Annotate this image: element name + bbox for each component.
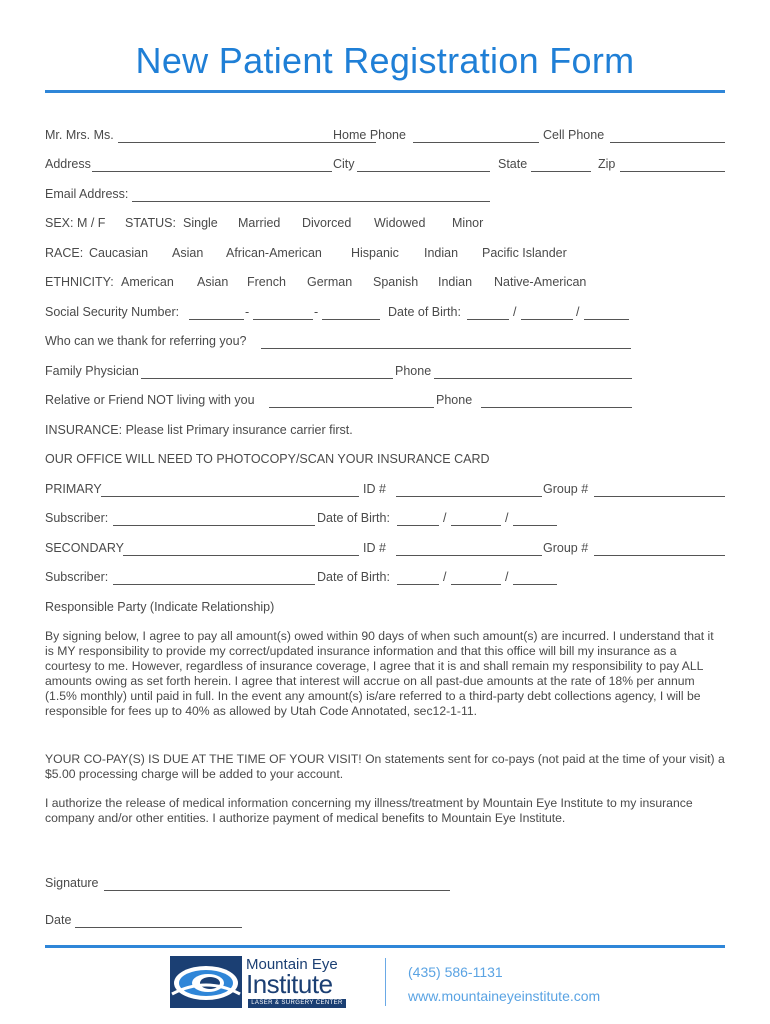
secondary-subscriber-label: Subscriber: bbox=[45, 570, 109, 584]
cell-phone-label: Cell Phone bbox=[543, 128, 605, 142]
date-field[interactable] bbox=[75, 927, 242, 928]
race-option-african-american[interactable]: African-American bbox=[226, 246, 322, 260]
relative-field[interactable] bbox=[269, 407, 434, 408]
physician-phone-field[interactable] bbox=[434, 378, 632, 379]
relative-phone-label: Phone bbox=[436, 393, 473, 407]
dob-label: Date of Birth: bbox=[388, 305, 461, 319]
primary-dob-month-field[interactable] bbox=[397, 525, 439, 526]
logo-tagline: LASER & SURGERY CENTER bbox=[248, 999, 346, 1008]
insurance-note: INSURANCE: Please list Primary insurance carrier first. bbox=[45, 423, 353, 437]
race-option-caucasian[interactable]: Caucasian bbox=[89, 246, 149, 260]
ssn-part3-field[interactable] bbox=[322, 319, 380, 320]
footer-vertical-divider bbox=[385, 958, 386, 1006]
dob-separator: / bbox=[443, 570, 447, 584]
relative-label: Relative or Friend NOT living with you bbox=[45, 393, 255, 407]
primary-dob-year-field[interactable] bbox=[513, 525, 557, 526]
primary-id-label: ID # bbox=[363, 482, 386, 496]
primary-label: PRIMARY bbox=[45, 482, 102, 496]
primary-group-field[interactable] bbox=[594, 496, 725, 497]
state-field[interactable] bbox=[531, 171, 591, 172]
primary-subscriber-dob-label: Date of Birth: bbox=[317, 511, 390, 525]
dob-separator: / bbox=[576, 305, 580, 319]
insurance-card-note: OUR OFFICE WILL NEED TO PHOTOCOPY/SCAN YOUR INSURANCE CARD bbox=[45, 452, 490, 466]
authorization-paragraph: I authorize the release of medical information concerning my illness/treatment by Mountain Eye Institute to my insurance company and/or other entities. I authorize payment of medical benefits to Mountain Eye Institute. bbox=[45, 796, 693, 825]
secondary-dob-day-field[interactable] bbox=[451, 584, 501, 585]
family-physician-label: Family Physician bbox=[45, 364, 139, 378]
cell-phone-field[interactable] bbox=[610, 142, 725, 143]
secondary-label: SECONDARY bbox=[45, 541, 124, 555]
ethnicity-option-german[interactable]: German bbox=[307, 275, 353, 289]
race-option-indian[interactable]: Indian bbox=[424, 246, 459, 260]
logo-line1: Mountain Eye bbox=[246, 956, 338, 973]
ssn-separator: - bbox=[314, 305, 319, 319]
relative-phone-field[interactable] bbox=[481, 407, 632, 408]
email-field[interactable] bbox=[132, 201, 490, 202]
name-label: Mr. Mrs. Ms. bbox=[45, 128, 114, 142]
mountain-eye-logo bbox=[170, 956, 348, 1010]
page-title: New Patient Registration Form bbox=[135, 40, 635, 81]
primary-group-label: Group # bbox=[543, 482, 589, 496]
dob-separator: / bbox=[505, 570, 509, 584]
primary-dob-day-field[interactable] bbox=[451, 525, 501, 526]
ethnicity-label: ETHNICITY: bbox=[45, 275, 114, 289]
secondary-id-label: ID # bbox=[363, 541, 386, 555]
primary-subscriber-label: Subscriber: bbox=[45, 511, 109, 525]
secondary-group-field[interactable] bbox=[594, 555, 725, 556]
footer-divider-line bbox=[45, 945, 725, 948]
home-phone-label: Home Phone bbox=[333, 128, 406, 142]
ssn-label: Social Security Number: bbox=[45, 305, 180, 319]
signature-label: Signature bbox=[45, 876, 99, 890]
ssn-separator: - bbox=[245, 305, 250, 319]
sex-option[interactable]: SEX: M / F bbox=[45, 216, 106, 230]
eye-logo-icon bbox=[170, 956, 242, 1008]
dob-month-field[interactable] bbox=[467, 319, 509, 320]
race-label: RACE: bbox=[45, 246, 84, 260]
logo-line2: Institute bbox=[246, 969, 333, 999]
ethnicity-option-french[interactable]: French bbox=[247, 275, 286, 289]
header-divider bbox=[45, 90, 725, 93]
secondary-subscriber-field[interactable] bbox=[113, 584, 315, 585]
city-label: City bbox=[333, 157, 355, 171]
status-label: STATUS: bbox=[125, 216, 176, 230]
primary-subscriber-field[interactable] bbox=[113, 525, 315, 526]
secondary-dob-year-field[interactable] bbox=[513, 584, 557, 585]
address-label: Address bbox=[45, 157, 91, 171]
footer-website-link[interactable]: www.mountaineyeinstitute.com bbox=[408, 988, 601, 1004]
status-option-minor[interactable]: Minor bbox=[452, 216, 484, 230]
ssn-part1-field[interactable] bbox=[189, 319, 244, 320]
zip-label: Zip bbox=[598, 157, 616, 171]
referral-field[interactable] bbox=[261, 348, 631, 349]
dob-day-field[interactable] bbox=[521, 319, 573, 320]
state-label: State bbox=[498, 157, 528, 171]
date-label: Date bbox=[45, 913, 72, 927]
race-option-asian[interactable]: Asian bbox=[172, 246, 204, 260]
signature-field[interactable] bbox=[104, 890, 450, 891]
name-field[interactable] bbox=[118, 142, 376, 143]
dob-separator: / bbox=[513, 305, 517, 319]
dob-separator: / bbox=[443, 511, 447, 525]
dob-year-field[interactable] bbox=[584, 319, 629, 320]
race-option-pacific-islander[interactable]: Pacific Islander bbox=[482, 246, 567, 260]
ssn-part2-field[interactable] bbox=[253, 319, 313, 320]
secondary-id-field[interactable] bbox=[396, 555, 542, 556]
footer-phone: (435) 586-1131 bbox=[408, 964, 503, 980]
agreement-paragraph: By signing below, I agree to pay all amount(s) owed within 90 days of when such amount(s) are incurred. I understand that it is MY responsibility to provide my correct/updated insurance information and that this office will bill my insurance as a courtesy to me. However, regardless of insurance coverage, I agree that it is and shall remain my responsibility to pay ALL amounts owing as set forth herein. I agree that interest will accrue on all past-due amounts at the rate of 18% per annum (1.5% monthly) until paid in full. In the event any amount(s) is/are referred to a third-party debt collections agency, I will be responsible for fees up to 40% as allowed by Utah Code Annotated, sec12-1-11. bbox=[45, 629, 714, 718]
address-field[interactable] bbox=[92, 171, 332, 172]
status-option-married[interactable]: Married bbox=[238, 216, 281, 230]
copay-paragraph: YOUR CO-PAY(S) IS DUE AT THE TIME OF YOUR VISIT! On statements sent for co-pays (not paid at the time of your visit) a $5.00 processing charge will be added to your account. bbox=[45, 752, 725, 781]
primary-id-field[interactable] bbox=[396, 496, 542, 497]
email-label: Email Address: bbox=[45, 187, 129, 201]
referral-label: Who can we thank for referring you? bbox=[45, 334, 247, 348]
status-option-divorced[interactable]: Divorced bbox=[302, 216, 352, 230]
family-physician-field[interactable] bbox=[141, 378, 393, 379]
city-field[interactable] bbox=[357, 171, 490, 172]
dob-separator: / bbox=[505, 511, 509, 525]
status-option-widowed[interactable]: Widowed bbox=[374, 216, 426, 230]
ethnicity-option-spanish[interactable]: Spanish bbox=[373, 275, 419, 289]
home-phone-field[interactable] bbox=[413, 142, 539, 143]
physician-phone-label: Phone bbox=[395, 364, 432, 378]
secondary-subscriber-dob-label: Date of Birth: bbox=[317, 570, 390, 584]
zip-field[interactable] bbox=[620, 171, 725, 172]
ethnicity-option-american[interactable]: American bbox=[121, 275, 174, 289]
primary-carrier-field[interactable] bbox=[101, 496, 359, 497]
ethnicity-option-asian[interactable]: Asian bbox=[197, 275, 229, 289]
ethnicity-option-indian[interactable]: Indian bbox=[438, 275, 473, 289]
status-option-single[interactable]: Single bbox=[183, 216, 218, 230]
race-option-hispanic[interactable]: Hispanic bbox=[351, 246, 399, 260]
secondary-dob-month-field[interactable] bbox=[397, 584, 439, 585]
secondary-group-label: Group # bbox=[543, 541, 589, 555]
ethnicity-option-native-american[interactable]: Native-American bbox=[494, 275, 587, 289]
secondary-carrier-field[interactable] bbox=[123, 555, 359, 556]
responsible-party-label: Responsible Party (Indicate Relationship) bbox=[45, 600, 275, 614]
